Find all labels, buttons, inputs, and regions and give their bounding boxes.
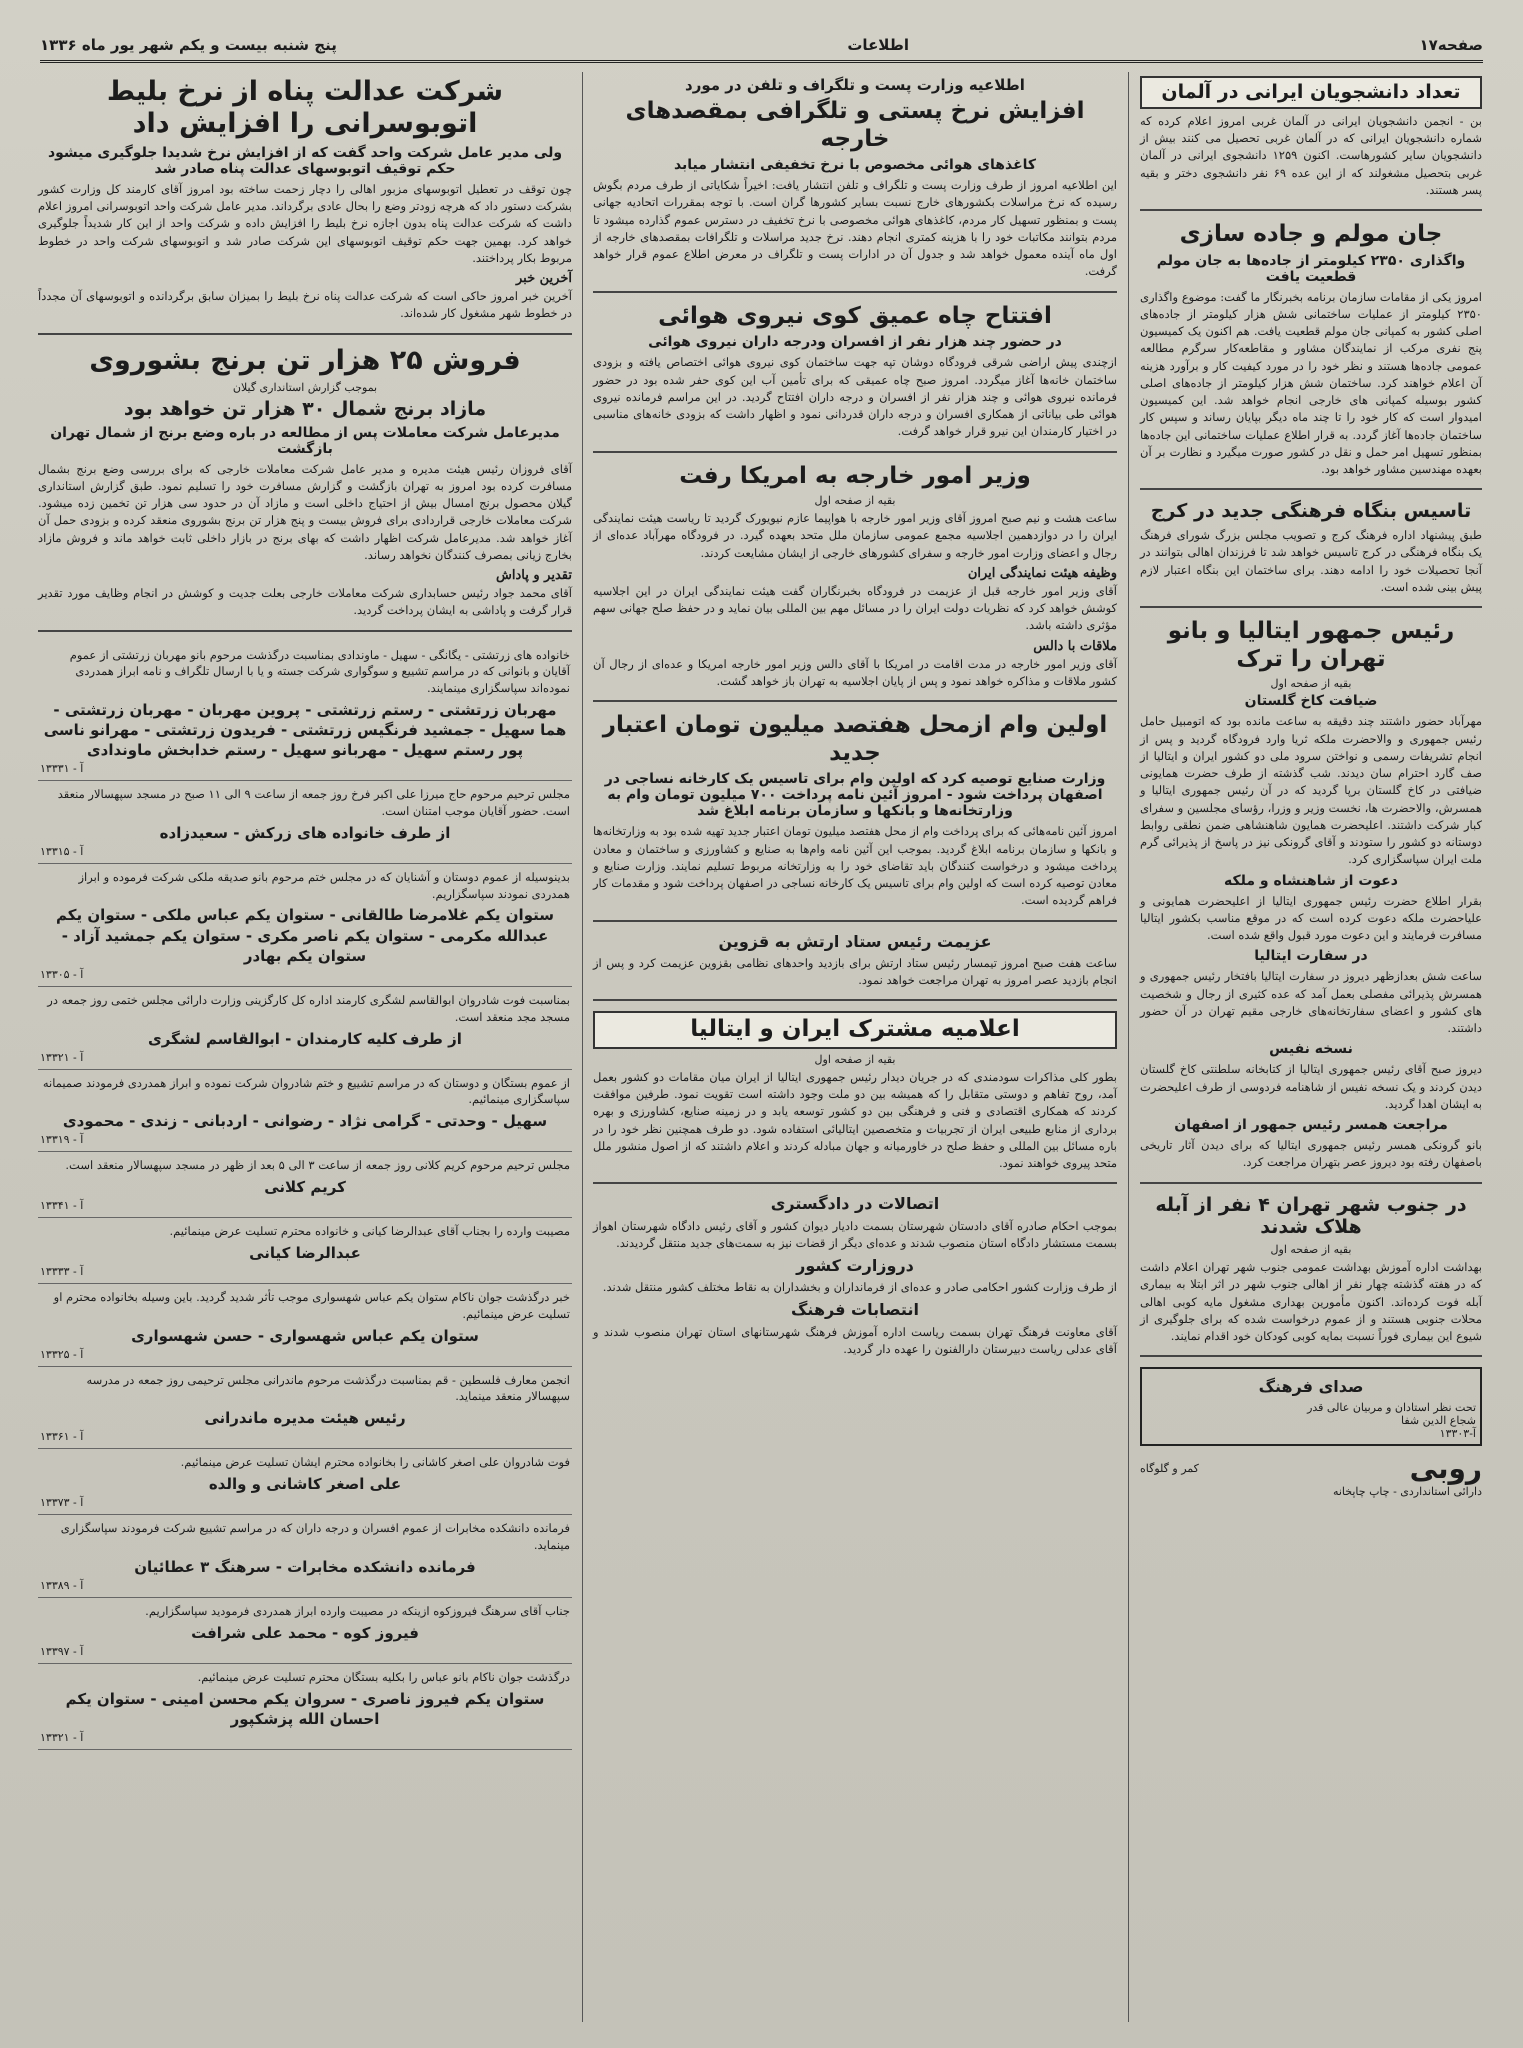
notice-names: فرمانده دانشکده مخابرات - سرهنگ ۳ عطائیان <box>134 1557 476 1576</box>
article-body: امروز یکی از مقامات سازمان برنامه بخبرنگار ما گفت: موضوع واگذاری ۲۳۵۰ کیلومتر از عملیات ساختمانی شش هزار کیلومتر از جاده‌های اصلی کشور به کمپانی جان مولم قطعیت یافت. هم اکنون یک کمیسیون پنج نفری مرکب از نمایندگان مشاور و مقاطعه‌کار سرگرم مطالعه عمومی جاده‌ها هستند و نظر خود را در مورد کیفیت کار و برآورد هزینه آن اعلام خواهند کرد. ساختمان شش هزار کیلومتر از جاده‌های اصلی کشور بوسیله کمپانی های خارجی انجام خواهد شد. این کمیسیون امیدوار است که کار خود را تا چند ماه دیگر بپایان رساند و سپس کار ساختمان جاده‌ها آغاز گردد. به قرار اطلاع عملیات ساختمانی این جاده‌ها بمنظور تسهیل امر حمل و نقل در کشور صورت میگیرد و نظارت بر آن بعهده مهندسین مشاور خواهد بود. <box>1140 289 1482 477</box>
notice-names: از طرف خانواده های زرکش - سعیدزاده <box>159 823 451 842</box>
article-body: ساعت هفت صبح امروز تیمسار رئیس ستاد ارتش برای بازدید واحدهای نظامی بقزوین عزیمت کرد و پس از انجام بازدید عصر امروز به تهران مراجعت خواهد نمود. <box>593 955 1117 987</box>
notice-code: آ - ۱۳۳۱۹ <box>40 1133 84 1147</box>
notice-code: آ - ۱۳۳۸۹ <box>40 1578 84 1592</box>
notice-item <box>38 1218 572 1284</box>
continuation-note: بقیه از صفحه اول <box>1270 677 1352 691</box>
notice-code: آ - ۱۳۳۳۱ <box>40 762 84 776</box>
headline: اعلامیه مشترک ایران و ایتالیا <box>593 1011 1117 1049</box>
article-karaj-culture <box>1140 500 1482 608</box>
subheadline: وزارت صنایع توصیه کرد که اولین وام برای تاسیس یک کارخانه نساجی در اصفهان پرداخت شود - امروز آئین نامه پرداخت ۷۰۰ میلیون تومان وام به وزارتخانه‌ها و بانکها و سازمان برنامه ابلاغ شد <box>604 771 1106 820</box>
notice-names: علی اصغر کاشانی و والده <box>208 1475 402 1494</box>
notice-text: خبر درگذشت جوان ناکام ستوان یکم عباس شهسواری موجب تأثر شدید گردید. باین وسیله بخانواده محترم او تسلیت عرض مینمائیم. <box>53 1290 570 1321</box>
notice-code: آ - ۱۳۳۲۱ <box>40 1731 84 1744</box>
column-rule <box>1128 72 1129 2022</box>
notice-names: ستوان یکم فیروز ناصری - سروان یکم محسن امینی - ستوان یکم احسان الله پزشکپور <box>65 1689 545 1728</box>
notice-names: از طرف کلیه کارمندان - ابوالقاسم لشگری <box>148 1029 462 1048</box>
article-body: بقرار اطلاع حضرت رئیس جمهوری ایتالیا از اعلیحضرت همایونی و علیاحضرت ملکه دعوت کرده است که در موقع مناسب بکشور ایتالیا مسافرت فرمایند و این دعوت مورد قبول واقع شده است. <box>1140 893 1482 943</box>
headline: اولین وام ازمحل هفتصد میلیون تومان اعتبار جدید <box>602 712 1108 766</box>
article-appointments <box>593 1194 1117 1368</box>
subheadline: ضیافت کاخ گلستان <box>1244 693 1378 710</box>
headline: انتصابات فرهنگ <box>791 1300 919 1320</box>
article-body: آخرین خبر امروز حاکی است که شرکت عدالت پناه نرخ بلیط را بمیزان سابق برگردانده و اتوبوسهای آن مجدداً در خطوط شهر مشغول کار شده‌اند. <box>38 289 572 321</box>
notice-item <box>38 1449 572 1515</box>
subheadline: مراجعت همسر رئیس جمهور از اصفهان <box>1174 1117 1448 1134</box>
notice-item <box>38 1367 572 1450</box>
article-joint-statement <box>593 1011 1117 1184</box>
notice-item <box>38 1515 572 1598</box>
notice-text: فرمانده دانشکده مخابرات از عموم افسران و درجه داران که در مراسم تشییع شرکت فرمودند سپاسگزاری مینماید. <box>60 1521 570 1552</box>
article-italian-president <box>1140 618 1482 1183</box>
continuation-note: بقیه از صفحه اول <box>814 494 896 508</box>
notice-text: مجلس ترحیم مرحوم کریم کلانی روز جمعه از ساعت ۳ الی ۵ بعد از ظهر در مسجد سپهسالار منعقد است. <box>65 1158 570 1173</box>
subheadline: دعوت از شاهنشاه و ملکه <box>1224 872 1398 889</box>
article-foreign-minister <box>593 463 1117 703</box>
notice-text: خانواده های زرتشتی - یگانگی - سهیل - ماوندادی بمناسبت درگذشت مرحوم بانو مهربان زرتشتی از عموم آقایان و بانوانی که در مراسم تشییع و سوگواری شرکت جسته و یا با ارسال تلگراف و نامه ابراز همدردی نموده‌اند سپاسگزاری مینمایند. <box>69 647 570 696</box>
headline: افزایش نرخ پستی و تلگرافی بمقصدهای خارجه <box>625 98 1085 152</box>
notice-code: آ - ۱۳۳۱۵ <box>40 845 84 859</box>
article-road-building <box>1140 221 1482 490</box>
article-rice-sale <box>38 345 572 632</box>
article-body: بانو گرونکی همسر رئیس جمهوری ایتالیا که برای دیدن آثار تاریخی باصفهان رفته بود دیروز عصر بتهران مراجعت کرد. <box>1140 1138 1482 1170</box>
notice-text: بدینوسیله از عموم دوستان و آشنایان که در مجلس ختم مرحوم بانو صدیقه ملکی شرکت فرموده و ابراز همدردی نمودند سپاسگزاریم. <box>78 870 570 901</box>
article-body: این اطلاعیه امروز از طرف وزارت پست و تلگراف و تلفن انتشار یافت: اخیراً شکایاتی از طرف مردم بگوش رسیده که نرخ مراسلات بکشورهای خارج نسبت بسایر کشورها گران است. با توجه بمقررات اتحادیه جهانی پست و بمنظور تسهیل کار مردم، کاغذهای هوائی مخصوصی با نرخ تخفیف در دسترس عموم گذارده میشود تا مردم بتوانند مکاتبات خود را با هزینه کمتری انجام دهند. نرخ جدید مراسلات و تلگرافات بمقصدهای خارجه از اول ماه آینده معمول خواهد شد و جدول آن در ادارات پست و تلگراف در معرض اطلاع عموم قرار خواهد گرفت. <box>593 178 1117 279</box>
headline: افتتاح چاه عمیق کوی نیروی هوائی <box>658 302 1052 329</box>
subheadline: ملاقات با دالس <box>1033 638 1117 654</box>
notice-code: آ - ۱۳۳۶۱ <box>40 1430 84 1444</box>
headline: عزیمت رئیس ستاد ارتش به قزوین <box>718 931 992 951</box>
article-body: از طرف وزارت کشور احکامی صادر و عده‌ای از فرمانداران و بخشداران به نقاط مختلف کشور منتقل شدند. <box>602 1280 1117 1295</box>
column-rule <box>582 72 583 2022</box>
notice-text: مجلس ترحیم مرحوم حاج میرزا علی اکبر فرخ روز جمعه از ساعت ۹ الی ۱۱ صبح در مسجد سپهسالار منعقد است. حضور آقایان موجب امتنان است. <box>57 787 570 819</box>
notice-code: آ - ۱۳۳۴۱ <box>40 1199 84 1213</box>
headline: جان مولم و جاده سازی <box>1179 221 1443 248</box>
notice-names: مهربان زرتشتی - رستم زرتشتی - پروین مهربان - مهربان زرتشتی - هما سهیل - جمشید فرنگیس زرتشتی - فریدون زرتشتی - مهرانو ناسی پور رستم سهیل - مهربانو سهیل - رستم خدابخش ماوندادی <box>43 700 567 760</box>
notice-text: جناب آقای سرهنگ فیروزکوه ازینکه در مصیبت وارده ابراز همدردی فرمودید سپاسگزاریم. <box>145 1603 570 1618</box>
headline: در جنوب شهر تهران ۴ نفر از آبله هلاک شدند <box>1155 1193 1467 1239</box>
brand-subtitle: کمر و گلوگاه <box>1140 1461 1199 1475</box>
headline: وزیر امور خارجه به امریکا رفت <box>679 462 1031 489</box>
subheadline: کاغذهای هوائی مخصوص با نرخ تخفیفی انتشار میابد <box>673 157 1037 174</box>
kicker: اطلاعیه وزارت پست و تلگراف و تلفن در مورد <box>685 76 1025 94</box>
continuation-note: بقیه از صفحه اول <box>814 1052 896 1066</box>
middle-column <box>585 72 1125 2022</box>
notice-code: آ - ۱۳۳۳۳ <box>40 1265 84 1279</box>
notice-item <box>38 864 572 987</box>
article-body: ازچندی پیش اراضی شرقی فرودگاه دوشان تپه جهت ساختمان کوی نیروی هوائی اختصاص یافته و بزودی ساختمان خانه‌ها آغاز میگردد. امروز صبح چاه عمیقی که برای تأمین آب این کوی حفر شده بود در حضور فرمانده نیروی هوائی و چند هزار نفر از افسران و درجه داران افتتاح گردید. در این مراسم فرمانده نیروی هوائی طی بیاناتی از همکاری افسران و درجه داران قدردانی نمود و اظهار داشت که بزودی خانه‌های مناسبی در اختیار کارمندان این نیرو قرار خواهد گرفت. <box>593 355 1117 439</box>
notice-item <box>38 1284 572 1367</box>
subheadline: واگذاری ۲۳۵۰ کیلومتر از جاده‌ها به جان مولم قطعیت یافت <box>1156 252 1466 285</box>
subheadline: در حضور چند هزار نفر از افسران ودرجه داران نیروی هوائی <box>648 334 1062 351</box>
headline: اتصالات در دادگستری <box>770 1194 940 1214</box>
article-body: ساعت هشت و نیم صبح امروز آقای وزیر امور خارجه با هواپیما عازم نیویورک گردید تا ریاست هیئت نمایندگی ایران را در دوازدهمین اجلاسیه مجمع عمومی سازمان ملل متحد بعهده گیرد. در فرودگاه مهرآباد عده‌ای از رجال و اعضای وزارت امور خارجه و سفرای کشورهای خارجی از ایشان مشایعت کردند. <box>593 511 1117 560</box>
article-first-loan <box>593 712 1117 921</box>
source-note: بموجب گزارش استانداری گیلان <box>232 380 378 394</box>
ad-title: صدای فرهنگ <box>1258 1377 1364 1397</box>
article-body: آقای وزیر امور خارجه قبل از عزیمت در فرودگاه بخبرنگاران گفت هیئت نمایندگی ایران در این اجلاسیه کوشش خواهد کرد که نظریات دولت ایران را در مسائل مهم بین المللی بیان نماید و در حفظ صلح جهانی سهم مؤثری داشته باشد. <box>593 583 1117 633</box>
article-students-germany <box>1140 76 1482 211</box>
notice-text: درگذشت جوان ناکام بانو عباس را بکلیه بستگان محترم تسلیت عرض مینمائیم. <box>197 1669 570 1684</box>
article-army-chief <box>593 932 1117 1002</box>
notice-names: عبدالرضا کیانی <box>249 1243 361 1262</box>
left-column <box>30 72 580 2022</box>
article-postal-rates <box>593 76 1117 293</box>
notice-text: فوت شادروان علی اصغر کاشانی را بخانواده محترم ایشان تسلیت عرض مینمائیم. <box>180 1455 570 1470</box>
page-header <box>40 30 1483 63</box>
article-body: آقای فروزان رئیس هیئت مدیره و مدیر عامل شرکت معاملات خارجی که برای بررسی وضع برنج بشمال مسافرت کرده بود امروز به تهران بازگشت و گزارش مسافرت خود را تسلیم نمود. طبق گزارش استانداری گیلان محصول برنج امسال بیش از احتیاج داخلی است و مازاد آن در حدود سی هزار تن تخمین زده میشود. شرکت معاملات خارجی قراردادی برای فروش بیست و پنج هزار تن برنج بشوروی منعقد کرده و بزودی حمل آن آغاز خواهد شد. مدیرعامل شرکت اظهار داشت که بهای برنج در بازار داخلی ثابت خواهد ماند و فروش مازاد بخارج زیانی بمصرف کنندگان نخواهد رساند. <box>38 461 572 562</box>
right-column <box>1132 72 1490 2022</box>
subheadline: وظیفه هیئت نمایندگی ایران <box>967 565 1117 581</box>
article-body: آقای محمد جواد رئیس حسابداری شرکت معاملات خارجی بعلت جدیت و کوشش در انجام وظایف مورد تقدیر قرار گرفت و پاداشی به ایشان پرداخت گردید. <box>38 586 572 618</box>
notice-item <box>38 1664 572 1750</box>
headline: تاسیس بنگاه فرهنگی جدید در کرج <box>1150 500 1472 523</box>
subheadline: آخرین خبر <box>516 271 572 287</box>
notice-item <box>38 642 572 782</box>
subheadline: مازاد برنج شمال ۳۰ هزار تن خواهد بود <box>123 397 487 420</box>
ad-line: تحت نظر استادان و مربیان عالی قدر <box>1307 1400 1476 1414</box>
notice-code: آ - ۱۳۳۰۵ <box>40 968 84 982</box>
headline: فروش ۲۵ هزار تن برنج بشوروی <box>89 344 521 376</box>
notice-item <box>38 1070 572 1153</box>
notice-names: فیروز کوه - محمد علی شرافت <box>191 1623 419 1642</box>
article-body: چون توقف در تعطیل اتوبوسهای مزبور اهالی را دچار زحمت ساخته بود امروز آقای کارمند کل وزارت کشور بشرکت دستور داد که هرچه زودتر وضع را بحال عادی برگرداند. مدیر عامل شرکت واحد اتوبوسرانی امروز اعلام داشت که شرکت عدالت پناه بدون اجازه نرخ بلیط را افزایش داده و شرکت واحد از این کار شدیداً جلوگیری خواهد کرد. بهمین جهت حکم توقیف اتوبوسهای این شرکت صادر شد و اتوبوسهای شرکت واحد در خطوط مربوط بکار پرداختند. <box>38 181 572 265</box>
notice-code: آ - ۱۳۳۷۳ <box>40 1496 84 1510</box>
notice-text: مصیبت وارده را بجناب آقای عبدالرضا کیانی و خانواده محترم تسلیت عرض مینمائیم. <box>169 1224 570 1239</box>
subheadline: مدیرعامل شرکت معاملات پس از مطالعه در باره وضع برنج از شمال تهران بازگشت <box>50 424 560 457</box>
notice-code: آ - ۱۳۳۲۱ <box>40 1050 84 1064</box>
article-body: بطور کلی مذاکرات سودمندی که در جریان دیدار رئیس جمهوری ایتالیا از ایران میان مقامات دو کشور بعمل آمد، روح تفاهم و دوستی متقابل را که همیشه بین دو ملت وجود داشته است تقویت نمود. طرفین موافقت کردند که همکاری اقتصادی و فنی و فرهنگی بین دو کشور توسعه یابد و در زمینه صنایع، کشاورزی و بهره برداری از منابع طبیعی ایران از تجربیات و متخصصین ایتالیائی استفاده شود. دو طرف همچنین نظر خود را در باره مسائل بین المللی و حفظ صلح در خاورمیانه و جهان مبادله کردند و اعلام داشتند که از اصول منشور ملل متحد پیروی خواهند نمود. <box>593 1069 1117 1171</box>
article-body: دیروز صبح آقای رئیس جمهوری ایتالیا از کتابخانه سلطنتی کاخ گلستان دیدن کردند و یک نسخه نفیس از شاهنامه فردوسی از طرف اعلیحضرت به ایشان اهدا گردید. <box>1140 1062 1482 1111</box>
article-body: بموجب احکام صادره آقای دادستان شهرستان بسمت دادیار دیوان کشور و آقای رئیس دادگاه شهرستان اهواز بسمت مستشار دادگاه استان منصوب شدند و عده‌ای دیگر از قضات نیز به سمت‌های جدید منتقل گردیدند. <box>593 1218 1117 1250</box>
ad-code: آ-۱۳۳۰۳ <box>1439 1426 1476 1440</box>
article-bus-fares <box>38 76 572 335</box>
notice-text: انجمن معارف فلسطین - قم بمناسبت درگذشت مرحوم ماندرانی مجلس ترحیمی روز جمعه در مدرسه سپهسالار منعقد مینماید. <box>86 1372 570 1404</box>
brand-address: دارائی استانداردی - چاپ چاپخانه <box>1332 1484 1482 1498</box>
article-air-force-well <box>593 303 1117 453</box>
article-body: امروز آئین نامه‌هائی که برای پرداخت وام از محل هفتصد میلیون تومان اعتبار جدید تهیه شده بود به وزارتخانه‌ها و بانکها و سازمان برنامه ابلاغ گردید. بموجب این آئین نامه وام‌ها به صنایع و کشاورزی و ساختمان و معادن پرداخت میشود و درخواست کنندگان باید تقاضای خود را به وزارتخانه مربوط تسلیم نمایند. وزارت صنایع و معادن توصیه کرده است که اولین وام برای تاسیس یک کارخانه نساجی در اصفهان پرداخت شود و مقدمات کار فراهم گردیده است. <box>593 824 1117 908</box>
subheadline: ولی مدیر عامل شرکت واحد گفت که از افزایش نرخ شدیدا جلوگیری میشود حکم توقیف اتوبوسهای عدالت پناه صادر شد <box>47 144 563 177</box>
subheadline: نسخه نفیس <box>1269 1041 1353 1058</box>
article-body: ساعت شش بعدازظهر دیروز در سفارت ایتالیا بافتخار رئیس جمهوری و همسرش پذیرائی مفصلی بعمل آمد که عده کثیری از رجال و شخصیت های کشور و اعضای سفارتخانه‌های خارجی مقیم تهران در آن حضور داشتند. <box>1140 969 1482 1036</box>
article-body: بن - انجمن دانشجویان ایرانی در آلمان غربی امروز اعلام کرده که شماره دانشجویان ایرانی که در آلمان غربی تحصیل می کنند بیش از دانشجویان سایر کشورهاست. اکنون ۱۲۵۹ دانشجوی ایرانی در آلمان غربی بتحصیل مشغولند که از این عده ۶۹ نفر دانشجوی دختر و بقیه پسر هستند. <box>1140 113 1482 197</box>
notice-text: از عموم بستگان و دوستان که در مراسم تشییع و ختم شادروان شرکت نموده و ابراز همدردی فرمودند صمیمانه سپاسگزاری مینمائیم. <box>42 1075 570 1107</box>
issue-date: پنج شنبه بیست و یکم شهر یور ماه ۱۳۳۶ <box>40 36 337 54</box>
notice-code: آ - ۱۳۳۲۵ <box>40 1347 84 1361</box>
article-body: آقای وزیر امور خارجه در مدت اقامت در امریکا با آقای دالس وزیر امور خارجه امریکا و عده‌ای از رجال آن کشور ملاقات و مذاکره خواهد نمود و پس از پایان اجلاسیه به تهران باز خواهد گشت. <box>593 656 1117 688</box>
article-body: بهداشت اداره آموزش بهداشت عمومی جنوب شهر تهران اعلام داشت که در هفته گذشته چهار نفر از اهالی جنوب شهر در اثر ابتلا به بیماری آبله فوت کرده‌اند. اکنون مأمورین بهداری مشغول مایه کوبی اهالی محلات جنوبی هستند و از عموم درخواست شده که برای جلوگیری از شیوع این بیماری فوراً نسبت بمایه کوبی کودکان خود اقدام نمایند. <box>1140 1260 1482 1344</box>
notice-code: آ - ۱۳۳۹۷ <box>40 1644 84 1658</box>
notice-names: ستوان یکم غلامرضا طالقانی - ستوان یکم عباس ملکی - ستوان یکم عبدالله مکرمی - ستوان یکم ناصر مکری - ستوان یکم جمشید آزاد - ستوان یکم بهادر <box>56 906 554 965</box>
notice-item <box>38 781 572 864</box>
notice-item <box>38 1152 572 1218</box>
article-body: مهرآباد حضور داشتند چند دقیقه به ساعت مانده بود که اتومبیل حامل رئیس جمهوری و والاحضرت ملکه ثریا وارد فرودگاه گردید و پس از انجام تشریفات رسمی و نواختن سرود ملی دو کشور ایران و ایتالیا از صف گارد احترام سان دیدند. شب گذشته از طرف حضرت همایونی ضیافتی در کاخ گلستان برپا گردید که در آن رئیس جمهوری ایتالیا و همسرش، والاحضرت ها، نخست وزیر و وزرا، رؤسای مجلسین و سفرای کبار شرکت داشتند. اعلیحضرت همایون شاهنشاهی ضمن نطقی روابط دوستانه دو کشور را ستودند و آقای گرونکی نیز در پاسخ از پذیرائی گرم ملت ایران سپاسگزاری کرد. <box>1140 714 1482 867</box>
advertisement-box <box>1140 1367 1482 1445</box>
ad-line: شجاع الدین شفا <box>1401 1413 1476 1427</box>
article-smallpox <box>1140 1194 1482 1358</box>
subheadline: در سفارت ایتالیا <box>1254 948 1368 965</box>
page-number: صفحه۱۷ <box>1419 36 1483 54</box>
brand-name: روبی <box>1409 1451 1482 1485</box>
headline: تعداد دانشجویان ایرانی در آلمان <box>1140 76 1482 109</box>
notice-names: کریم کلانی <box>264 1178 346 1197</box>
headline: شرکت عدالت پناه از نرخ بلیط اتوبوسرانی را افزایش داد <box>106 76 504 140</box>
notices-list <box>38 642 572 1750</box>
subheadline: تقدیر و پاداش <box>496 568 572 584</box>
headline: رئیس جمهور ایتالیا و بانو تهران را ترک <box>1167 618 1455 672</box>
headline: دروزارت کشور <box>796 1256 914 1276</box>
brand-advertisement <box>1140 1452 1482 1485</box>
notice-names: سهیل - وحدتی - گرامی نژاد - رضوانی - اردبانی - زندی - محمودی <box>62 1112 548 1131</box>
notice-item <box>38 987 572 1070</box>
continuation-note: بقیه از صفحه اول <box>1270 1243 1352 1257</box>
notice-names: ستوان یکم عباس شهسواری - حسن شهسواری <box>131 1326 479 1345</box>
notice-names: رئیس هیئت مدیره ماندرانی <box>204 1409 406 1428</box>
newspaper-name: اطلاعات <box>847 36 909 54</box>
article-body: آقای معاونت فرهنگ تهران بسمت ریاست اداره آموزش فرهنگ شهرستانهای استان تهران منصوب شدند و آقای عدلی ریاست دبیرستان دارالفنون را عهده دار گردید. <box>593 1324 1117 1356</box>
article-body: طبق پیشنهاد اداره فرهنگ کرج و تصویب مجلس بزرگ شورای فرهنگ یک بنگاه فرهنگی در کرج تاسیس خواهد شد تا فرزندان اهالی بتوانند در آنجا تحصیلات خود را ادامه دهند. برای ساختمان این بنگاه اعتبار لازم پیش بینی شده است. <box>1140 528 1482 594</box>
notice-text: بمناسبت فوت شادروان ابوالقاسم لشگری کارمند اداره کل کارگزینی وزارت دارائی مجلس ختمی روز جمعه در مسجد مجد منعقد است. <box>47 993 570 1024</box>
notice-item <box>38 1598 572 1664</box>
